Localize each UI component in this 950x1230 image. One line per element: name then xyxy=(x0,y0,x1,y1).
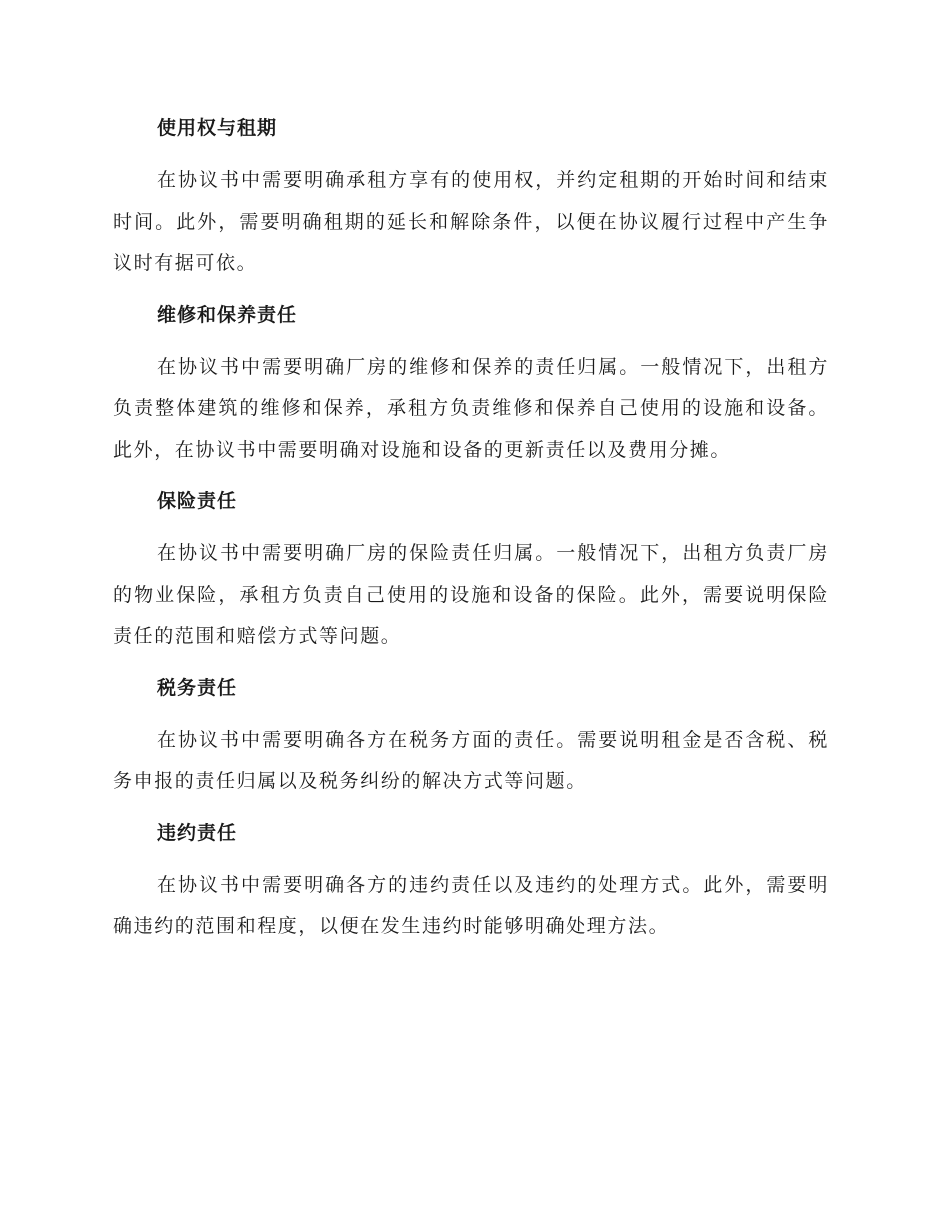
section-paragraph: 在协议书中需要明确各方的违约责任以及违约的处理方式。此外，需要明确违约的范围和程度，以便在发生违约时能够明确处理方法。 xyxy=(113,873,829,937)
section-paragraph: 在协议书中需要明确厂房的保险责任归属。一般情况下，出租方负责厂房的物业保险，承租方负责自己使用的设施和设备的保险。此外，需要说明保险责任的范围和赔偿方式等问题。 xyxy=(113,542,829,647)
section-heading: 税务责任 xyxy=(157,676,238,699)
section-insurance xyxy=(113,483,829,658)
section-paragraph: 在协议书中需要明确承租方享有的使用权，并约定租期的开始时间和结束时间。此外，需要明确租期的延长和解除条件，以便在协议履行过程中产生争议时有据可依。 xyxy=(113,169,829,274)
section-breach xyxy=(113,815,829,948)
section-tax xyxy=(113,670,829,803)
section-heading: 维修和保养责任 xyxy=(157,303,298,326)
section-usage-rights xyxy=(113,110,829,285)
section-paragraph: 在协议书中需要明确厂房的维修和保养的责任归属。一般情况下，出租方负责整体建筑的维修和保养，承租方负责维修和保养自己使用的设施和设备。此外，在协议书中需要明确对设施和设备的更新责任以及费用分摊。 xyxy=(113,355,829,461)
section-heading: 违约责任 xyxy=(157,821,238,844)
section-paragraph: 在协议书中需要明确各方在税务方面的责任。需要说明租金是否含税、税务申报的责任归属以及税务纠纷的解决方式等问题。 xyxy=(113,728,829,792)
section-heading: 保险责任 xyxy=(157,490,238,512)
section-heading: 使用权与租期 xyxy=(157,117,278,139)
section-maintenance xyxy=(113,297,829,472)
document-content xyxy=(113,110,829,948)
